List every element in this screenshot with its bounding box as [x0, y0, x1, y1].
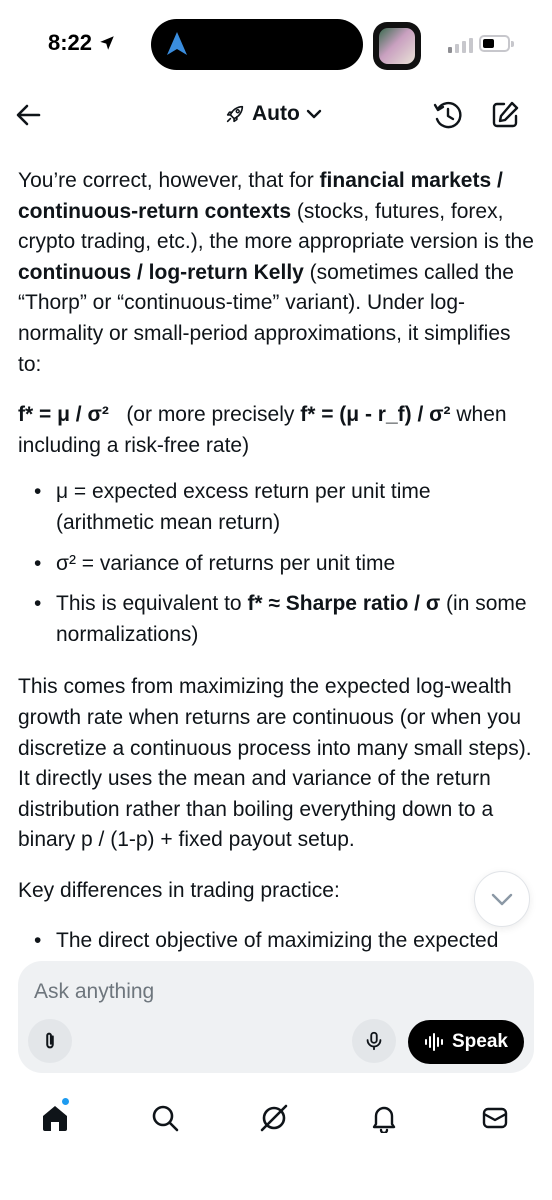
- bell-icon: [369, 1103, 399, 1133]
- status-bar: [0, 0, 552, 92]
- new-chat-button[interactable]: [490, 100, 520, 130]
- bottom-tab-bar: [0, 1090, 552, 1150]
- mode-selector[interactable]: [224, 102, 322, 126]
- grok-icon: [258, 1102, 290, 1134]
- microphone-button[interactable]: [352, 1019, 396, 1063]
- formula-definitions-list: [18, 477, 534, 650]
- battery-icon: [479, 35, 510, 52]
- sound-wave-icon: [424, 1032, 444, 1052]
- status-time: 8:22: [48, 30, 116, 56]
- arrow-left-icon: [14, 100, 44, 130]
- list-item: • μ = expected excess return per unit time (arithmetic mean return): [18, 477, 534, 538]
- paragraph-kelly-intro: You’re correct, however, that for financial markets / continuous-return contexts (stocks, futures, forex, crypto trading, etc.), the more appropriate version is the continuous / log-return Kelly (sometimes called the “Thorp” or “continuous-time” variant). Under log-normality or small-period approximations, it simplifies to:: [18, 169, 534, 376]
- tab-messages[interactable]: [477, 1100, 513, 1136]
- mode-label: Auto: [252, 102, 300, 125]
- microphone-icon: [363, 1030, 385, 1052]
- dynamic-island: [151, 19, 363, 70]
- paragraph-log-wealth: This comes from maximizing the expected log-wealth growth rate when returns are continuous (or when you discretize a continuous process into many small steps). It directly uses the mean and variance of the return distribution rather than boiling everything down to a binary p / (1-p) + fixed payout setup.: [18, 675, 532, 852]
- tab-search[interactable]: [147, 1100, 183, 1136]
- list-item: • The direct objective of maximizing the expected: [18, 926, 534, 956]
- ask-input[interactable]: [34, 975, 514, 1009]
- key-differences-list: [18, 926, 534, 956]
- paragraph-key-differences: Key differences in trading practice:: [18, 878, 340, 902]
- chevron-down-icon: [306, 106, 322, 122]
- navigation-icon: [165, 31, 189, 57]
- speak-button[interactable]: Speak: [408, 1020, 524, 1064]
- home-notification-dot: [61, 1097, 70, 1106]
- message-composer: [18, 961, 534, 1073]
- list-item: • This is equivalent to f* ≈ Sharpe ratio / σ (in some normalizations): [18, 589, 534, 650]
- chevron-down-icon: [489, 886, 515, 912]
- history-button[interactable]: [432, 100, 464, 132]
- location-arrow-icon: [98, 34, 116, 52]
- compose-icon: [490, 100, 520, 130]
- attach-button[interactable]: [28, 1019, 72, 1063]
- assistant-message: [18, 166, 534, 956]
- chat-header: [0, 92, 552, 140]
- rocket-icon: [224, 103, 246, 125]
- envelope-icon: [480, 1103, 510, 1133]
- live-activity-thumbnail: [373, 22, 421, 70]
- back-button[interactable]: [14, 100, 44, 130]
- scroll-to-bottom-button[interactable]: [474, 871, 530, 927]
- history-icon: [432, 100, 464, 132]
- list-item: • σ² = variance of returns per unit time: [18, 549, 534, 580]
- tab-grok[interactable]: [256, 1100, 292, 1136]
- home-icon: [39, 1102, 71, 1134]
- kelly-formula: f* = μ / σ² (or more precisely f* = (μ - r_f) / σ² when including a risk-free rate): [18, 403, 507, 457]
- search-icon: [150, 1103, 180, 1133]
- tab-notifications[interactable]: [366, 1100, 402, 1136]
- paperclip-icon: [39, 1030, 61, 1052]
- cellular-signal-icon: [448, 38, 473, 53]
